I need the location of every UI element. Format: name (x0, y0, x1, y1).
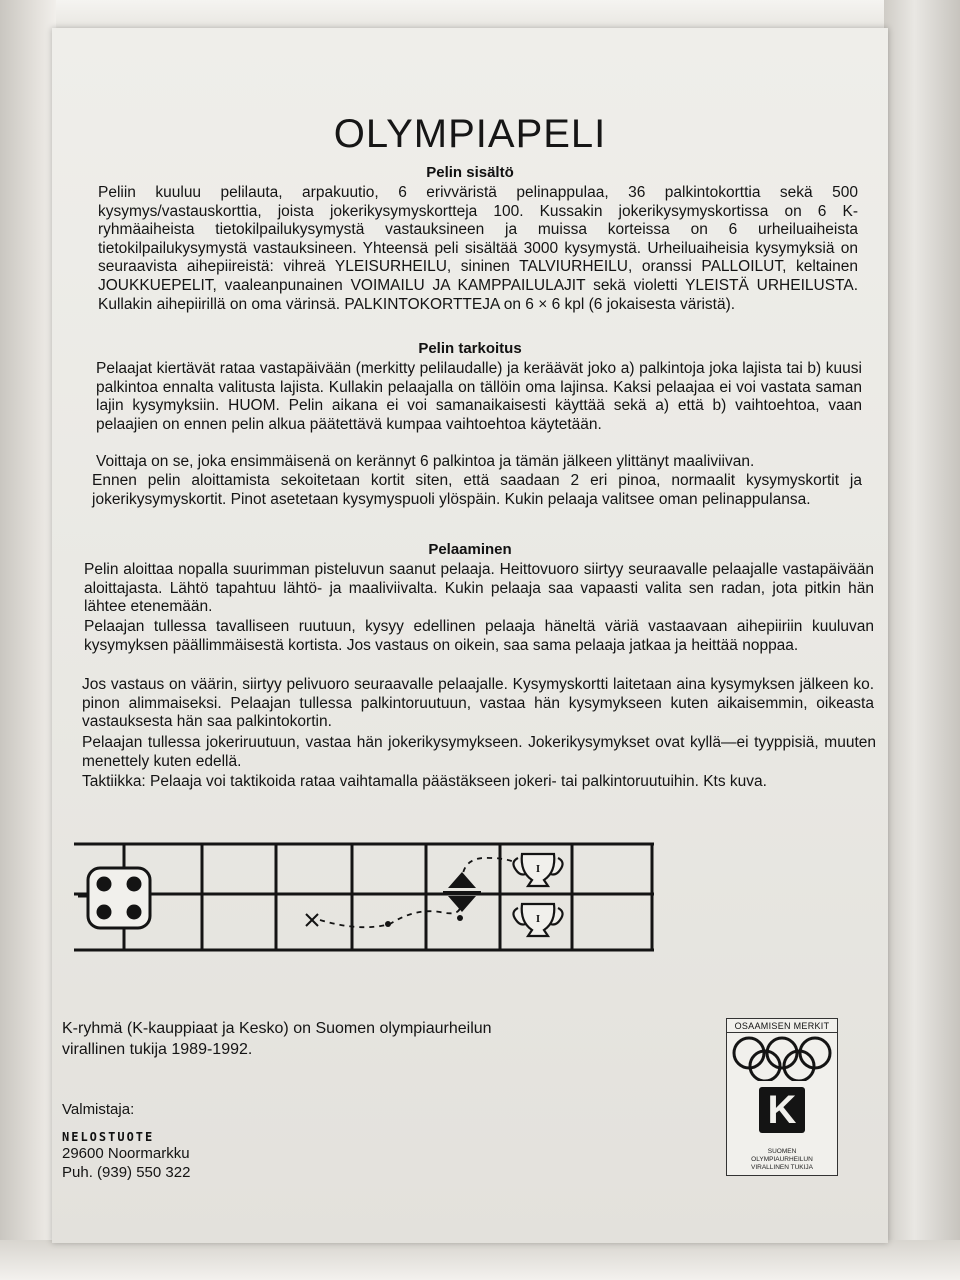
box-edge-right (884, 0, 960, 1280)
badge-title: OSAAMISEN MERKIT (727, 1019, 837, 1033)
official-sponsor-badge (726, 1018, 838, 1176)
section-paragraph: Pelaajan tullessa jokeriruutuun, vastaa hän jokerikysymykseen. Jokerikysymykset ovat kyllä—ei tyyppisiä, muuten menettely kuten edellä. (82, 734, 876, 770)
lane-change-arrow-icon (443, 872, 481, 912)
box-edge-bottom (0, 1240, 960, 1280)
trophy-icon (513, 904, 562, 936)
section-paragraph: Peliin kuuluu pelilauta, arpakuutio, 6 erivväristä pelinappulaa, 36 palkintokorttia sekä 500 kysymys/vastauskorttia, joista jokerikysymyskortteja 100. Kussakin jokerikysymyskortissa on 6 K-ryhmäaiheista tietokilpailukysymystä vastauksineen ja muissa korteissa on 6 urheiluaiheista tietokilpailukysymystä vastauksineen. Yhteensä peli sisältää 3000 kysymystä. Urheiluaiheisia kysymyksiä on seuraavista aihepiireistä: vihreä YLEISURHEILU, sininen TALVIURHEILU, oranssi PALLOILUT, keltainen JOUKKUEPELIT, vaaleanpunainen VOIMAILU JA KAMPPAILULAJIT sekä violetti YLEISTÄ URHEILUSTA. Kullakin aihepiirillä on oma värinsä. PALKINTOKORTTEJA on 6 × 6 kpl (6 jokaisesta väristä). (98, 184, 858, 313)
section-paragraph: Voittaja on se, joka ensimmäisenä on kerännyt 6 palkintoa ja tämän jälkeen ylittänyt maaliviivan. (96, 453, 755, 470)
trophy-icon (513, 854, 562, 886)
section-heading-playing: Pelaaminen (428, 541, 512, 558)
rules-sheet (52, 28, 888, 1243)
section-paragraph: Pelin aloittaa nopalla suurimman pisteluvun saanut pelaaja. Heittovuoro siirtyy seuraavalle pelaajalle vastapäivään aloittajasta. Lähtö tapahtuu lähtö- ja maaliviivalta. Kukin pelaaja saa vapaasti valita sen radan, jota pitkin hän lähtee etenemään. (84, 561, 874, 616)
box-edge-left (0, 0, 56, 1280)
manufacturer-address (62, 1144, 190, 1182)
address-line: 29600 Noormarkku (62, 1145, 190, 1162)
cross-mark-icon (306, 914, 318, 926)
dice-icon (88, 868, 150, 928)
section-paragraph: Pelaajat kiertävät rataa vastapäivään (merkitty pelilaudalle) ja keräävät joko a) palkintoja joka lajista tai b) kuusi palkintoa ennalta valitusta lajista. Kullakin pelaajalla on tällöin oma lajinsa. Kaksi pelaajaa ei voi vastata saman lajin kysymyksiin. HUOM. Pelin aikana ei voi samanaikaisesti käyttää sekä a) että b) vaihtoehtoa, vaan pelaajien on ennen pelin alkua päätettävä kumpaa vaihtoehtoa käytetään. (96, 360, 862, 433)
manufacturer-label: Valmistaja: (62, 1101, 135, 1118)
section-heading-contents: Pelin sisältö (426, 164, 514, 181)
svg-text:I: I (535, 913, 541, 925)
section-paragraph: Pelaajan tullessa tavalliseen ruutuun, kysyy edellinen pelaaja häneltä väriä vastaavaan aihepiiriin kuuluvan kysymyksen päällimmäisestä kortista. Jos vastaus on oikein, saa sama pelaaja jatkaa ja heittää noppaa. (84, 618, 874, 654)
sponsor-line: K-ryhmä (K-kauppiaat ja Kesko) on Suomen olympiaurheilun (62, 1020, 492, 1037)
manufacturer-logo: NELOSTUOTE (62, 1130, 155, 1144)
section-heading-purpose: Pelin tarkoitus (418, 340, 522, 357)
k-logo-icon: K (759, 1087, 805, 1133)
sponsor-note (62, 1018, 662, 1060)
section-paragraph: Jos vastaus on väärin, siirtyy pelivuoro seuraavalle pelaajalle. Kysymyskortti laitetaan aina kysymyksen jälkeen ko. pinon alimmaiseksi. Pelaajan tullessa palkintoruutuun, vastaa hän kysymykseen kuten aikaisemmin, oikeasta vastauksesta hän saa palkintokortin. (82, 676, 874, 731)
sponsor-line: virallinen tukija 1989-1992. (62, 1041, 253, 1058)
document-title: OLYMPIAPELI (333, 112, 607, 156)
section-paragraph: Taktiikka: Pelaaja voi taktikoida rataa vaihtamalla päästäkseen jokeri- tai palkintoruutuihin. Kts kuva. (82, 773, 767, 790)
tactics-diagram (70, 838, 660, 963)
svg-text:I: I (535, 863, 541, 875)
box-edge-top (56, 0, 886, 30)
badge-caption: SUOMEN OLYMPIAURHEILUN VIRALLINEN TUKIJA (750, 1148, 813, 1171)
phone-line: Puh. (939) 550 322 (62, 1164, 191, 1181)
olympic-rings-icon (727, 1033, 837, 1081)
section-paragraph: Ennen pelin aloittamista sekoitetaan kortit siten, että saadaan 2 eri pinoa, normaalit kysymyskortit ja jokerikysymyskortit. Pinot asetetaan kysymyspuoli ylöspäin. Kukin pelaaja valitsee oman pelinappulansa. (92, 472, 862, 508)
